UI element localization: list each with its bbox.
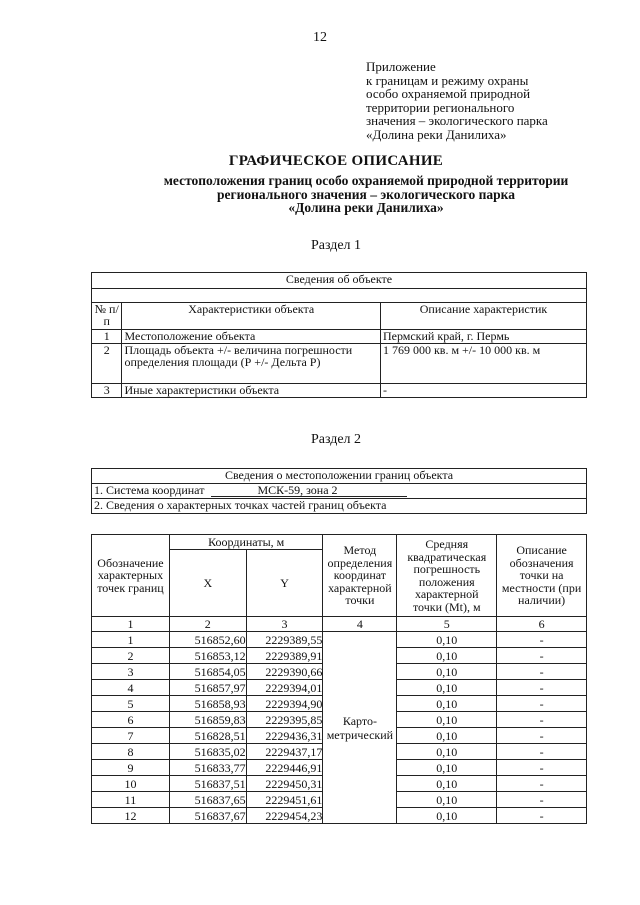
point-number: 7 (92, 728, 170, 744)
point-mt: 0,10 (397, 712, 497, 728)
subtitle-line: местоположения границ особо охраняемой природной территории (163, 173, 569, 188)
point-desc: - (497, 808, 587, 824)
point-number: 4 (92, 680, 170, 696)
point-number: 3 (92, 664, 170, 680)
col-header-characteristic: Характеристики объекта (122, 303, 381, 330)
point-mt: 0,10 (397, 664, 497, 680)
point-desc: - (497, 712, 587, 728)
point-mt: 0,10 (397, 792, 497, 808)
row-characteristic: Иные характеристики объекта (122, 384, 381, 398)
point-x: 516853,12 (169, 648, 246, 664)
document-title: ГРАФИЧЕСКОЕ ОПИСАНИЕ (228, 153, 444, 169)
point-desc: - (497, 664, 587, 680)
point-x: 516837,51 (169, 776, 246, 792)
point-x: 516837,67 (169, 808, 246, 824)
table-row (92, 632, 587, 648)
row-description: - (380, 384, 586, 398)
coord-system-label: 1. Система координат (94, 483, 205, 497)
column-number: 1 (92, 617, 170, 632)
row-characteristic: Площадь объекта +/- величина погрешности определения площади (Р +/- Дельта Р) (122, 344, 381, 384)
row-number: 3 (92, 384, 122, 398)
appendix-line: территории регионального (366, 99, 515, 115)
spacer-row (92, 289, 587, 303)
row-description: 1 769 000 кв. м +/- 10 000 кв. м (380, 344, 586, 384)
points-label: 2. Сведения о характерных точках частей границ объекта (92, 499, 587, 514)
document-subtitle (60, 174, 640, 215)
point-number: 1 (92, 632, 170, 648)
point-y: 2229395,85 (246, 712, 323, 728)
header-method: Метод определения координат характерной точки (323, 535, 397, 617)
point-desc: - (497, 744, 587, 760)
subtitle-line: «Долина реки Данилиха» (288, 200, 444, 215)
point-mt: 0,10 (397, 776, 497, 792)
point-y: 2229389,55 (246, 632, 323, 648)
point-number: 5 (92, 696, 170, 712)
appendix-line: особо охраняемой природной (366, 86, 531, 101)
point-desc: - (497, 680, 587, 696)
section-1-heading: Раздел 1 (310, 238, 362, 253)
point-mt: 0,10 (397, 696, 497, 712)
point-y: 2229394,90 (246, 696, 323, 712)
header-rmse: Средняя квадратическая погрешность положения характерной точки (Mt), м (397, 535, 497, 617)
point-number: 11 (92, 792, 170, 808)
point-y: 2229451,61 (246, 792, 323, 808)
point-mt: 0,10 (397, 808, 497, 824)
header-point-description: Описание обозначения точки на местности (при наличии) (497, 535, 587, 617)
point-number: 9 (92, 760, 170, 776)
col-header-description: Описание характеристик (380, 303, 586, 330)
object-info-title: Сведения об объекте (92, 273, 587, 289)
coord-system-value: МСК-59, зона 2 (211, 484, 407, 497)
point-y: 2229437,17 (246, 744, 323, 760)
row-characteristic: Местоположение объекта (122, 330, 381, 344)
point-x: 516852,60 (169, 632, 246, 648)
point-x: 516835,02 (169, 744, 246, 760)
point-desc: - (497, 648, 587, 664)
point-x: 516857,97 (169, 680, 246, 696)
header-point-designation: Обозначение характерных точек границ (92, 535, 170, 617)
column-number: 3 (246, 617, 323, 632)
header-coordinates: Координаты, м (169, 535, 323, 550)
points-table (91, 534, 587, 824)
appendix-line: к границам и режиму охраны (366, 72, 529, 88)
point-desc: - (497, 728, 587, 744)
point-x: 516859,83 (169, 712, 246, 728)
object-info-table (91, 272, 587, 398)
point-x: 516858,93 (169, 696, 246, 712)
point-desc: - (497, 696, 587, 712)
point-mt: 0,10 (397, 728, 497, 744)
point-x: 516837,65 (169, 792, 246, 808)
appendix-line: «Долина реки Данилиха» (366, 126, 507, 142)
appendix-block (366, 60, 626, 141)
page-number: 12 (313, 30, 327, 45)
point-mt: 0,10 (397, 760, 497, 776)
point-number: 12 (92, 808, 170, 824)
point-number: 6 (92, 712, 170, 728)
appendix-line: Приложение (366, 59, 436, 74)
point-y: 2229454,23 (246, 808, 323, 824)
point-number: 8 (92, 744, 170, 760)
point-mt: 0,10 (397, 648, 497, 664)
header-x: X (169, 550, 246, 617)
point-x: 516833,77 (169, 760, 246, 776)
point-number: 2 (92, 648, 170, 664)
point-y: 2229394,01 (246, 680, 323, 696)
point-mt: 0,10 (397, 680, 497, 696)
location-info-table (91, 468, 587, 514)
point-y: 2229389,91 (246, 648, 323, 664)
point-x: 516828,51 (169, 728, 246, 744)
column-number: 6 (497, 617, 587, 632)
point-desc: - (497, 760, 587, 776)
row-description: Пермский край, г. Пермь (380, 330, 586, 344)
point-desc: - (497, 632, 587, 648)
point-desc: - (497, 792, 587, 808)
coord-system-row (92, 484, 587, 499)
appendix-line: значения – экологического парка (366, 113, 548, 128)
point-y: 2229436,31 (246, 728, 323, 744)
col-header-number: № п/п (92, 303, 122, 330)
column-number: 4 (323, 617, 397, 632)
point-number: 10 (92, 776, 170, 792)
point-mt: 0,10 (397, 744, 497, 760)
point-y: 2229450,31 (246, 776, 323, 792)
point-x: 516854,05 (169, 664, 246, 680)
section-2-heading: Раздел 2 (310, 432, 362, 447)
method-cell: Карто-метрический (323, 632, 397, 824)
point-mt: 0,10 (397, 632, 497, 648)
subtitle-line: регионального значения – экологического парка (217, 186, 515, 202)
point-desc: - (497, 776, 587, 792)
location-info-title: Сведения о местоположении границ объекта (92, 469, 587, 484)
row-number: 2 (92, 344, 122, 384)
column-number: 5 (397, 617, 497, 632)
column-number: 2 (169, 617, 246, 632)
header-y: Y (246, 550, 323, 617)
point-y: 2229446,91 (246, 760, 323, 776)
row-number: 1 (92, 330, 122, 344)
point-y: 2229390,66 (246, 664, 323, 680)
